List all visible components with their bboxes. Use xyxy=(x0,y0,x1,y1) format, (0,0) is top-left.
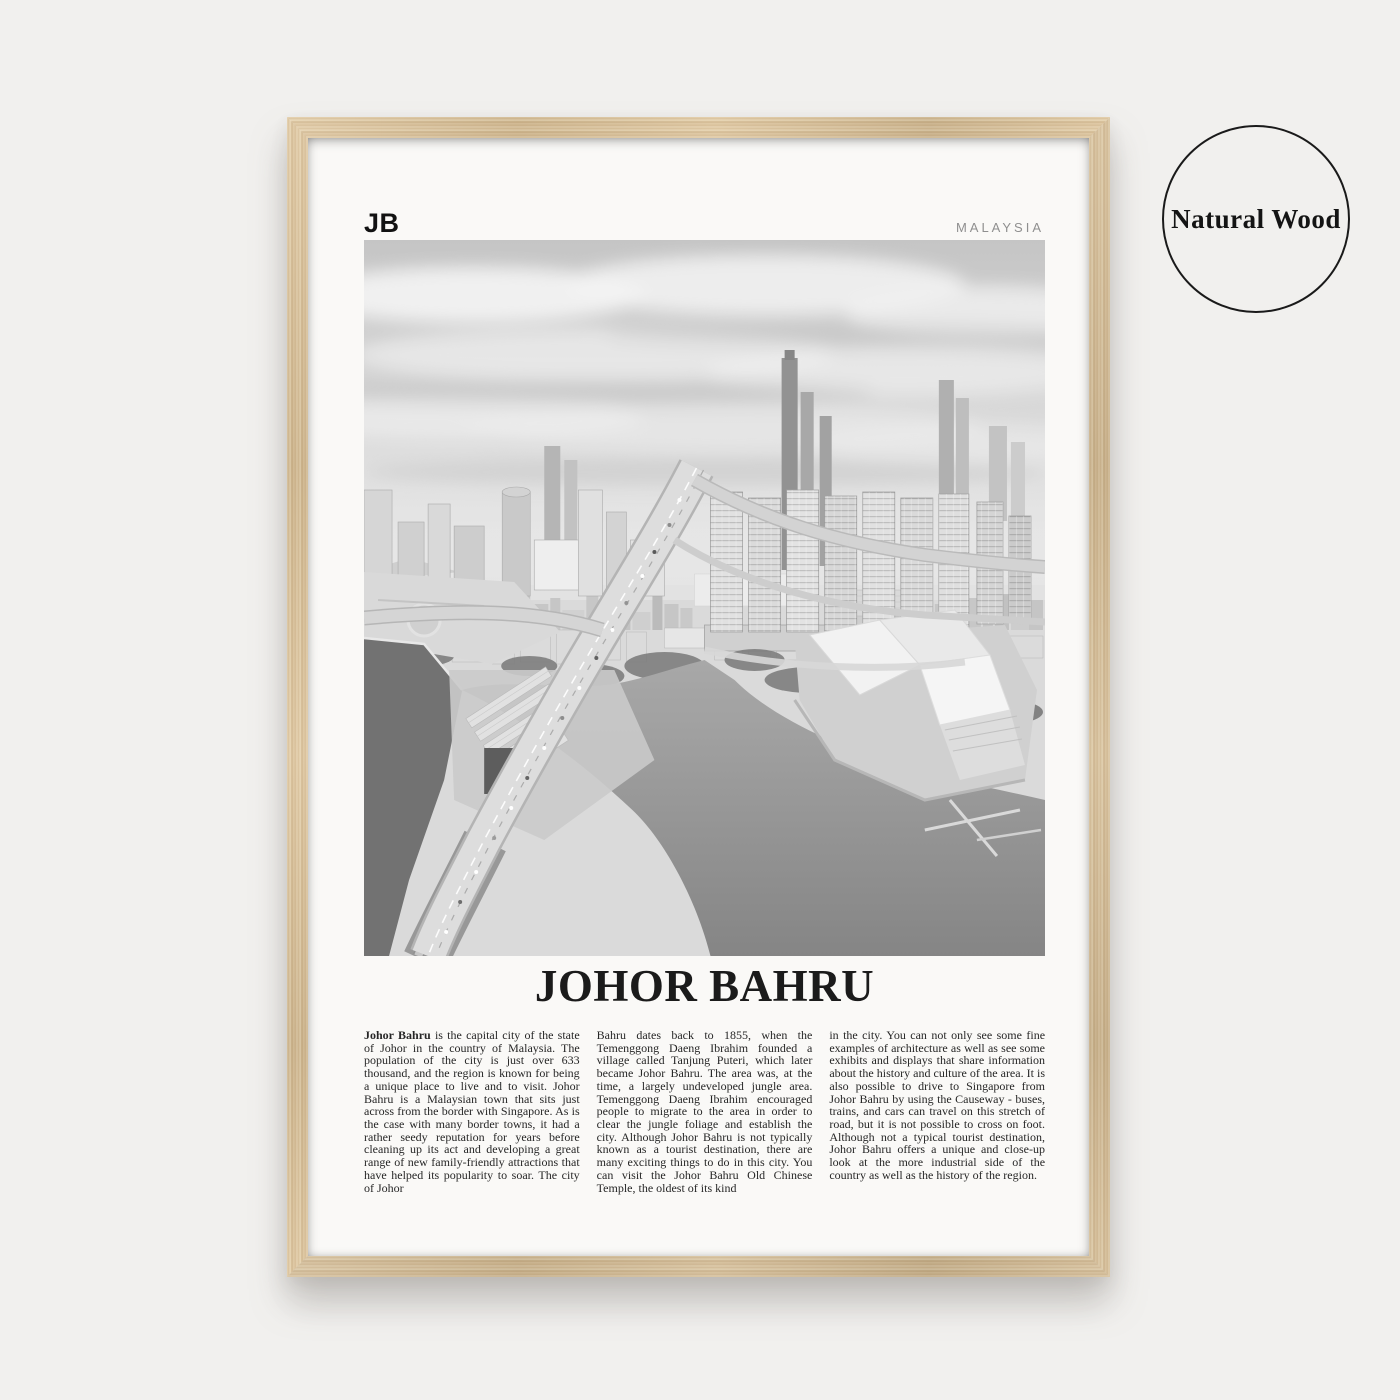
photo-haze-overlay xyxy=(364,240,1045,956)
johor-bahru-photo-illustration xyxy=(364,240,1045,956)
poster-title: JOHOR BAHRU xyxy=(534,961,875,1011)
travel-poster xyxy=(308,138,1089,1256)
frame-bar-left xyxy=(287,117,308,1277)
body-column-1-text: is the capital city of the state of Johor in the country of Malaysia. The population of the city is just over 633 thousand, and the region is known for being a unique place to live and to visit. Johor Bahru is a Malaysian town that sits just across from the border with Singapore. As is the case with many border towns, it had a rather seedy reputation for years before cleaning up its act and developing a great range of new family-friendly attractions that have helped its popularity to soar. The city of Johor xyxy=(364,1028,580,1195)
body-lead-bold: Johor Bahru xyxy=(364,1028,431,1042)
body-column-3: in the city. You can not only see some fine examples of architecture as well as see some exhibits and displays that share information about the history and culture of the area. It is also possible to drive to Singapore from Johor Bahru by using the Causeway - buses, trains, and cars can travel on this stretch of road, but it is not possible to cross on foot. Although not a typical tourist destination, Johor Bahru offers a unique and close-up look at the more industrial side of the country as well as the history of the region. xyxy=(829,1028,1046,1182)
frame-bar-bottom xyxy=(287,1256,1110,1277)
poster-city-abbreviation: JB xyxy=(364,208,400,238)
johor-bahru-aerial-photo xyxy=(364,240,1045,956)
frame-material-badge-label: Natural Wood xyxy=(1171,203,1341,234)
wooden-picture-frame xyxy=(287,117,1110,1277)
poster-country-label: MALAYSIA xyxy=(955,220,1044,235)
poster-body-text xyxy=(364,1029,1045,1194)
frame-material-badge xyxy=(1162,125,1350,313)
frame-bar-top xyxy=(287,117,1110,138)
body-column-1 xyxy=(364,1029,580,1194)
body-column-2: Bahru dates back to 1855, when the Temenggong Daeng Ibrahim founded a village called Tanjung Puteri, which later became Johor Bahru. The area was, at the time, a largely undeveloped jungle area. Temenggong Daeng Ibrahim encouraged people to migrate to the area in order to clear the jungle foliage and establish the city. Although Johor Bahru is not typically known as a tourist destination, there are many exciting things to do in this city. You can visit the Johor Bahru Old Chinese Temple, the oldest of its kind xyxy=(596,1028,813,1195)
frame-bar-right xyxy=(1089,117,1110,1277)
poster-mat xyxy=(308,138,1089,1256)
